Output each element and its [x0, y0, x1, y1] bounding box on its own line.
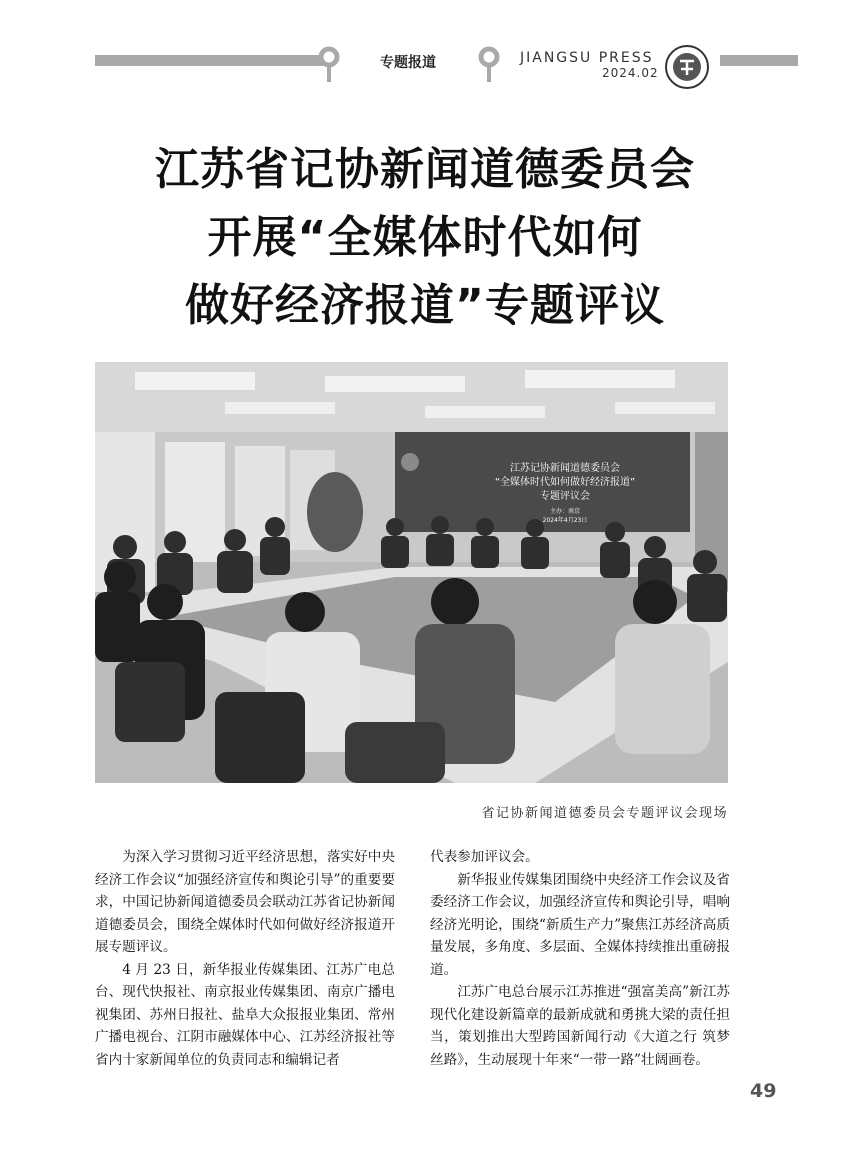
header-rule-right [720, 55, 798, 66]
banner-line: 专题评议会 [540, 491, 590, 502]
meeting-scene [95, 362, 728, 783]
section-label: 专题报道 [380, 55, 436, 71]
paragraph: 4 月 23 日，新华报业传媒集团、江苏广电总台、现代快报社、南京报业传媒集团、南京广播电视集团、苏州日报社、盐阜大众报报业集团、常州广播电视台、江阴市融媒体中心、江苏经济报社等省内十家新闻单位的负责同志和编辑记者 [95, 961, 395, 1068]
issue-number: 2024.02 [602, 66, 659, 80]
paragraph: 为深入学习贯彻习近平经济思想，落实好中央经济工作会议“加强经济宣传和舆论引导”的重要要求，中国记协新闻道德委员会联动江苏省记协新闻道德委员会，围绕全媒体时代如何做好经济报道开展专题评议。 [95, 849, 395, 955]
banner-date: 2024年4月23日 [542, 517, 588, 524]
paragraph: 代表参加评议会。 [430, 849, 539, 865]
map-pin-icon [318, 46, 340, 84]
magazine-name: JIANGSU PRESS [520, 50, 654, 66]
title-line: 江苏省记协新闻道德委员会 [155, 144, 695, 195]
banner-text [460, 462, 670, 525]
photo-caption: 省记协新闻道德委员会专题评议会现场 [481, 806, 728, 821]
meeting-photo [95, 362, 728, 783]
banner-line: “全媒体时代如何做好经济报道” [494, 477, 636, 488]
paragraph: 江苏广电总台展示江苏推进“强富美高”新江苏现代化建设新篇章的最新成就和勇挑大梁的责任担当，策划推出大型跨国新闻行动《大道之行 筑梦丝路》，生动展现十年来“一带一路”壮阔画卷。 [430, 984, 730, 1068]
article-title [60, 136, 790, 340]
paragraph: 新华报业传媒集团围绕中央经济工作会议及省委经济工作会议，加强经济宣传和舆论引导，唱响经济光明论，围绕“新质生产力”聚焦江苏经济高质量发展，多角度、多层面、全媒体持续推出重磅报道。 [430, 871, 730, 978]
header-rule-left [95, 55, 323, 66]
left-column [95, 846, 395, 1071]
press-logo-icon [664, 44, 710, 90]
right-column [430, 846, 730, 1071]
title-line: 做好经济报道”专题评议 [185, 280, 665, 331]
map-pin-icon [478, 46, 500, 84]
page-number: 49 [750, 1080, 777, 1102]
title-line: 开展“全媒体时代如何 [207, 212, 643, 263]
banner-small: 主办：南京 [549, 508, 580, 515]
banner-line: 江苏记协新闻道德委员会 [510, 463, 620, 474]
